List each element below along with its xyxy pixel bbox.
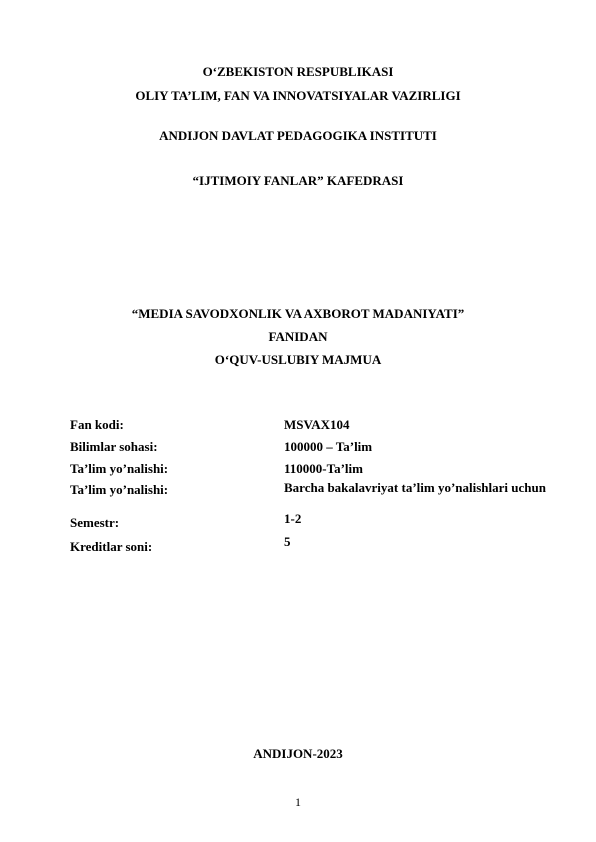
info-label-fan-kodi: Fan kodi: [70,417,124,432]
footer-city-year: ANDIJON-2023 [253,746,343,761]
info-label-talim-yonalishi-1: Ta’lim yo’nalishi: [70,461,169,476]
info-label-talim-yonalishi-2: Ta’lim yo’nalishi: [70,482,169,497]
title-subject: “MEDIA SAVODXONLIK VA AXBOROT MADANIYATI” [131,306,465,321]
info-value-semestr: 1-2 [284,511,302,526]
info-value-talim-yonalishi-1: 110000-Ta’lim [284,461,363,476]
header-institute: ANDIJON DAVLAT PEDAGOGIKA INSTITUTI [159,128,437,143]
info-label-semestr: Semestr: [70,515,120,530]
page-number: 1 [295,795,301,809]
header-department: “IJTIMOIY FANLAR” KAFEDRASI [192,173,404,188]
title-complex: O‘QUV-USLUBIY MAJMUA [214,352,382,367]
info-label-bilimlar-sohasi: Bilimlar sohasi: [70,439,158,454]
header-republic: O‘ZBEKISTON RESPUBLIKASI [202,64,394,79]
header-ministry: OLIY TA’LIM, FAN VA INNOVATSIYALAR VAZIRLIGI [135,88,461,103]
info-label-kreditlar-soni: Kreditlar soni: [70,539,153,554]
title-fanidan: FANIDAN [268,329,328,344]
info-value-talim-yonalishi-2: Barcha bakalavriyat ta’lim yo’nalishlari uchun [284,480,546,495]
info-value-fan-kodi: MSVAX104 [284,417,350,432]
info-value-bilimlar-sohasi: 100000 – Ta’lim [284,439,373,454]
info-value-kreditlar-soni: 5 [284,534,291,549]
